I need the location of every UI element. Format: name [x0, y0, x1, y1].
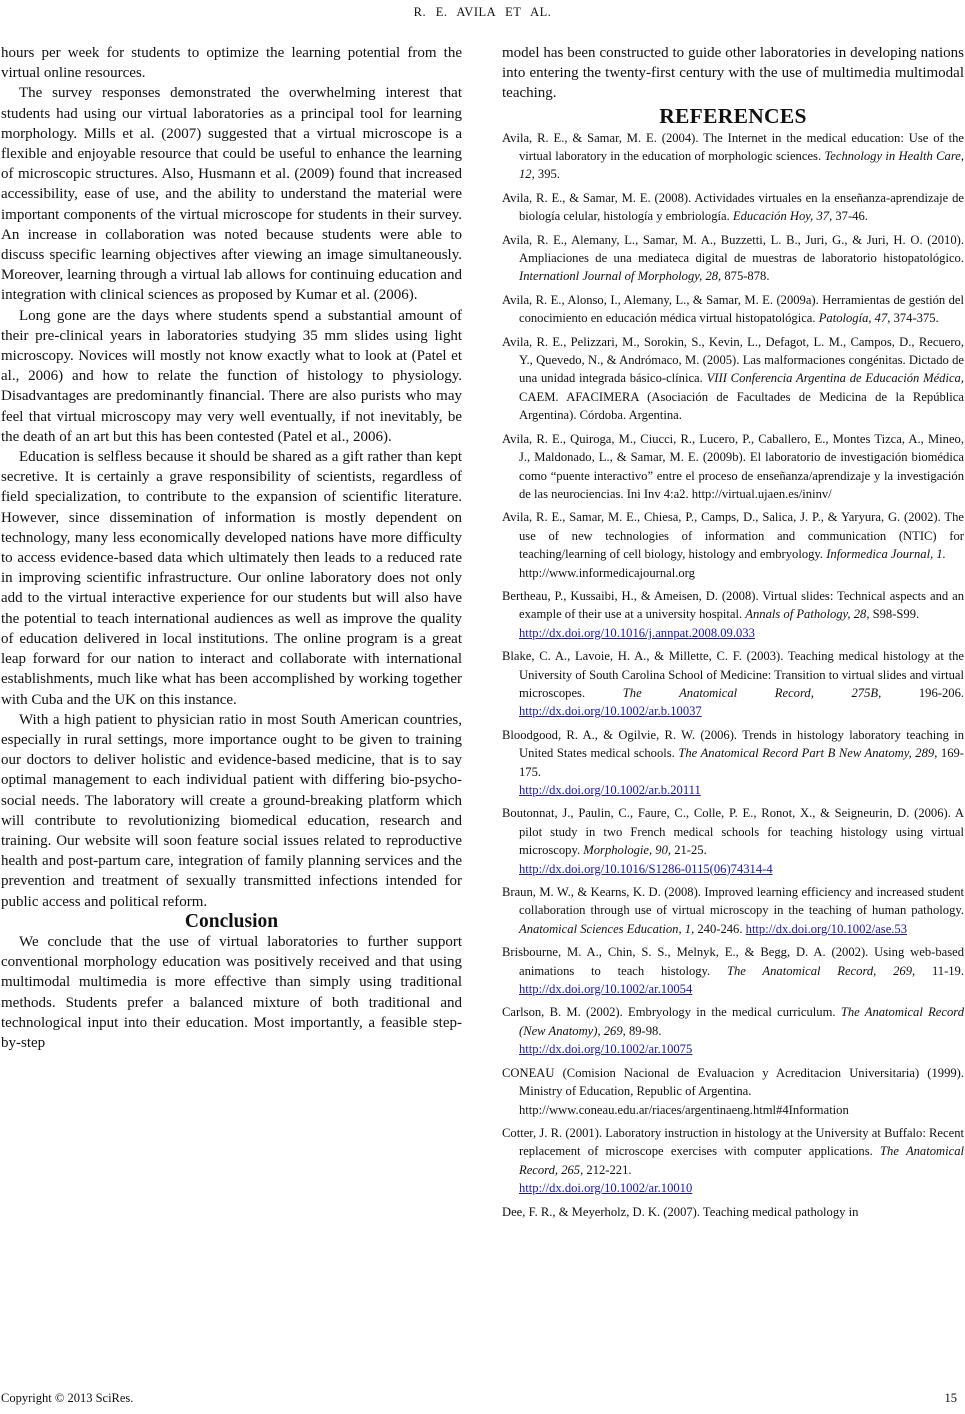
conclusion-heading: Conclusion — [184, 910, 279, 932]
reference-pages: 21-25. — [671, 843, 707, 858]
reference-authors: Avila, R. E., Pelizzari, M., Sorokin, S., Kevin, L., Defagot, L. M., Campos, D., Recuero, Y., Quevedo, N., & Andrómaco, M. (2005). Las malformaciones congénitas. Dictado de una unidad integrada básico-clínica. — [502, 334, 964, 386]
reference-venue: Patología, 47, — [818, 311, 891, 326]
body-paragraph: hours per week for students to optimize the learning potential from the virtual online resources. — [1, 45, 462, 82]
reference-item — [502, 647, 964, 721]
reference-item — [502, 587, 964, 642]
reference-pages: 196-206. — [881, 685, 965, 700]
reference-authors: Avila, R. E., Quiroga, M., Ciucci, R., Lucero, P., Caballero, E., Montes Tizca, A., Mineo, J., Maldonado, L., & Samar, M. E. (2009b). El laboratorio de investigación biomédica como “puente interactivo” entre el proceso de enseñanza/aprendizaje y la investigación de las neurociencias. Ini Inv 4:a2. http://virtual.ujaen.es/ininv/ — [502, 431, 964, 501]
reference-url: http://www.coneau.edu.ar/riaces/argentinaeng.html#4Information — [519, 1102, 849, 1117]
doi-link[interactable]: http://dx.doi.org/10.1002/ase.53 — [745, 921, 908, 936]
body-paragraph: The survey responses demonstrated the overwhelming interest that students had using our virtual laboratories as a principal tool for learning morphology. Mills et al. (2007) suggested that a virtual microscope is a flexible and enjoyable resource that could be useful to enhance the learning of microscopic structures. Also, Husmann et al. (2009) found that increased accessibility, ease of use, and the ability to understand the material were important components of the virtual microscope for students in their survey. An increase in collaboration was noted because students were able to discuss specific learning objectives after viewing an image simultaneously. Moreover, learning through a virtual lab allows for continuing education and integration with clinical sciences as proposed by Kumar et al. (2006). — [1, 85, 462, 304]
reference-venue: Informedica Journal, 1. — [826, 547, 946, 562]
reference-venue: The Anatomical Record Part B New Anatomy, 289, — [678, 746, 938, 761]
copyright-notice: Copyright © 2013 SciRes. — [1, 1391, 134, 1405]
reference-venue: The Anatomical Record, 269, — [726, 963, 916, 978]
reference-item — [502, 804, 964, 878]
reference-pages: CAEM. AFACIMERA (Asociación de Facultades de Medicina de la República Argentina). Córdoba. Argentina. — [519, 389, 964, 423]
reference-item — [502, 1064, 964, 1119]
doi-link[interactable]: http://dx.doi.org/10.1002/ar.10054 — [519, 982, 693, 997]
reference-pages: 11-19. — [915, 963, 965, 978]
doi-link[interactable]: http://dx.doi.org/10.1002/ar.b.10037 — [519, 704, 702, 719]
page-number: 15 — [944, 1391, 957, 1405]
reference-item — [502, 189, 964, 226]
reference-venue: Anatomical Sciences Education, 1, — [519, 921, 695, 936]
reference-pages: 374-375. — [890, 311, 939, 326]
reference-authors: Avila, R. E., Alonso, I., Alemany, L., & Samar, M. E. (2009a). Herramientas de gestión del conocimiento en educación médica virtual histopatológica. — [502, 292, 964, 326]
reference-item — [502, 430, 964, 504]
reference-item — [502, 943, 964, 998]
doi-link[interactable]: http://dx.doi.org/10.1002/ar.b.20111 — [519, 783, 701, 798]
reference-item — [502, 508, 964, 582]
reference-authors: Dee, F. R., & Meyerholz, D. K. (2007). Teaching medical pathology in — [502, 1204, 859, 1219]
reference-item — [502, 1124, 964, 1198]
running-head: R. E. AVILA ET AL. — [413, 5, 552, 19]
reference-pages: 875-878. — [721, 269, 770, 284]
reference-venue: The Anatomical Record, 275B, — [622, 685, 882, 700]
reference-authors: Avila, R. E., & Samar, M. E. (2004). The Internet in the medical education: Use of the virtual laboratory in the education of morphologic sciences. — [502, 130, 964, 164]
reference-venue: Educación Hoy, 37, — [732, 209, 833, 224]
doi-link[interactable]: http://dx.doi.org/10.1002/ar.10075 — [519, 1042, 693, 1057]
reference-pages: 240-246. — [694, 921, 746, 936]
references-heading: REFERENCES — [659, 103, 807, 128]
reference-item — [502, 129, 964, 184]
reference-venue: The Anatomical Record, 265, — [519, 1144, 965, 1177]
reference-authors: Braun, M. W., & Kearns, K. D. (2008). Improved learning efficiency and increased student collaboration through use of virtual microscopy in the teaching of human pathology. — [502, 885, 964, 918]
doi-link[interactable]: http://dx.doi.org/10.1016/j.annpat.2008.09.033 — [519, 625, 755, 640]
reference-authors: Avila, R. E., Samar, M. E., Chiesa, P., Camps, D., Salica, J. P., & Yaryura, G. (2002). The use of new technologies of information and communication (NTIC) for teaching/learning of cell biology, histology and embryology. — [502, 510, 964, 562]
reference-authors: Boutonnat, J., Paulin, C., Faure, C., Colle, P. E., Ronot, X., & Seigneurin, D. (2006). A pilot study in two French medical schools for teaching histology using virtual microscopy. — [502, 806, 964, 858]
left-column — [1, 43, 462, 1053]
reference-authors: Avila, R. E., & Samar, M. E. (2008). Actividades virtuales en la enseñanza-aprendizaje de biología celular, histología y embriología. — [502, 190, 964, 224]
reference-venue: The Anatomical Record (New Anatomy), 269, — [519, 1005, 965, 1038]
reference-authors: Bertheau, P., Kussaibi, H., & Ameisen, D. (2008). Virtual slides: Technical aspects and an example of their use at a university hospital. — [502, 588, 964, 622]
body-paragraph: Education is selfless because it should be shared as a gift rather than kept secretive. It is certainly a grave responsibility of scientists, regardless of field specialization, to contribute to the expansion of scientific literature. However, since dissemination of information is mostly dependent on technology, many less economically developed nations have more difficulty to access evidence-based data which ultimately then leads to a reduced rate in improving scientific infrastructure. Our online laboratory does not only add to the virtual interactive experience for our students but will also have the potential to teach international audiences as well as improve the quality of education delivered in local institutions. The online program is a great leap forward for our nation to interact and collaborate with international establishments, much like what has been accomplished by working together with Cuba and the UK on this instance. — [1, 449, 462, 708]
right-column — [502, 43, 964, 1226]
doi-link[interactable]: http://dx.doi.org/10.1016/S1286-0115(06)74314-4 — [519, 861, 773, 876]
continuation-paragraph: model has been constructed to guide other laboratories in developing nations into entering the twenty-first century with the use of multimedia multimodal teaching. — [502, 45, 964, 102]
reference-authors: Brisbourne, M. A., Chin, S. S., Melnyk, E., & Begg, D. A. (2002). Using web-based animations to teach histology. — [502, 945, 964, 978]
reference-item — [502, 726, 964, 800]
reference-venue: Annals of Pathology, 28, — [745, 607, 870, 622]
body-paragraph: With a high patient to physician ratio in most South American countries, especially in rural settings, more importance ought to be given to training our doctors to deliver holistic and evidence-based medicine, that is to say optimal management to each individual patient with differing bio-psycho-social needs. The laboratory will create a ground-breaking platform which will contribute to revolutionizing biomedical education, research and training. Our website will soon feature social issues related to reproductive health and post-partum care, integration of family planning services and the prevention and treatment of sexually transmitted infections intended for public access and political reform. — [1, 711, 462, 910]
reference-item — [502, 291, 964, 328]
reference-item — [502, 231, 964, 286]
body-paragraph: Long gone are the days where students spend a substantial amount of their pre-clinical years in laboratories studying 35 mm slides using light microscopy. Novices will mostly not know exactly what to look at (Patel et al., 2006) and how to relate the function of histology to physiology. Disadvantages are predominantly financial. There are also purists who may feel that virtual microscopy may very well eventually, if not inevitably, be the death of an art but this has been contested (Patel et al., 2006). — [1, 307, 462, 445]
reference-authors: Bloodgood, R. A., & Ogilvie, R. W. (2006). Trends in histology laboratory teaching in United States medical schools. — [502, 727, 964, 761]
reference-authors: Cotter, J. R. (2001). Laboratory instruction in histology at the University at Buffalo: Recent replacement of microscope exercises with computer applications. — [502, 1125, 964, 1159]
reference-pages: 37-46. — [832, 209, 868, 224]
doi-link[interactable]: http://dx.doi.org/10.1002/ar.10010 — [519, 1181, 693, 1196]
reference-item — [502, 333, 964, 425]
conclusion-paragraph: We conclude that the use of virtual laboratories to further support conventional morphology education was positively received and that using multimodal multimedia is more effective than simply using traditional methods. Students prefer a balanced mixture of both traditional and technological input into their education. Most importantly, a feasible step-by-step — [1, 933, 462, 1051]
reference-pages: 212-221. — [583, 1162, 632, 1177]
reference-authors: Carlson, B. M. (2002). Embryology in the medical curriculum. — [502, 1005, 841, 1020]
reference-authors: Avila, R. E., Alemany, L., Samar, M. A., Buzzetti, L. B., Juri, G., & Juri, H. O. (2010). Ampliaciones de una mediateca digital de muestras de laboratorio histopatológico. — [502, 232, 964, 266]
reference-list — [502, 129, 964, 1221]
reference-venue: Technology in Health Care, 12, — [519, 149, 964, 182]
reference-pages: S98-S99. — [869, 607, 920, 622]
reference-item — [502, 1203, 964, 1221]
reference-venue: Morphologie, 90, — [583, 843, 672, 858]
reference-pages: 89-98. — [625, 1023, 662, 1038]
reference-venue: Internationl Journal of Morphology, 28, — [519, 269, 722, 284]
reference-item — [502, 883, 964, 938]
reference-venue: VIII Conferencia Argentina de Educación Médica, — [706, 371, 965, 386]
reference-pages: 395. — [534, 167, 560, 182]
reference-pages: 169-175. — [519, 746, 964, 779]
reference-item — [502, 1003, 964, 1058]
reference-url: http://www.informedicajournal.org — [519, 565, 695, 580]
reference-authors: CONEAU (Comision Nacional de Evaluacion y Acreditacion Universitaria) (1999). Ministry of Education, Republic of Argentina. — [502, 1065, 964, 1099]
reference-authors: Blake, C. A., Lavoie, H. A., & Millette, C. F. (2003). Teaching medical histology at the University of South Carolina School of Medicine: Transition to virtual slides and virtual microscopes. — [502, 649, 964, 700]
